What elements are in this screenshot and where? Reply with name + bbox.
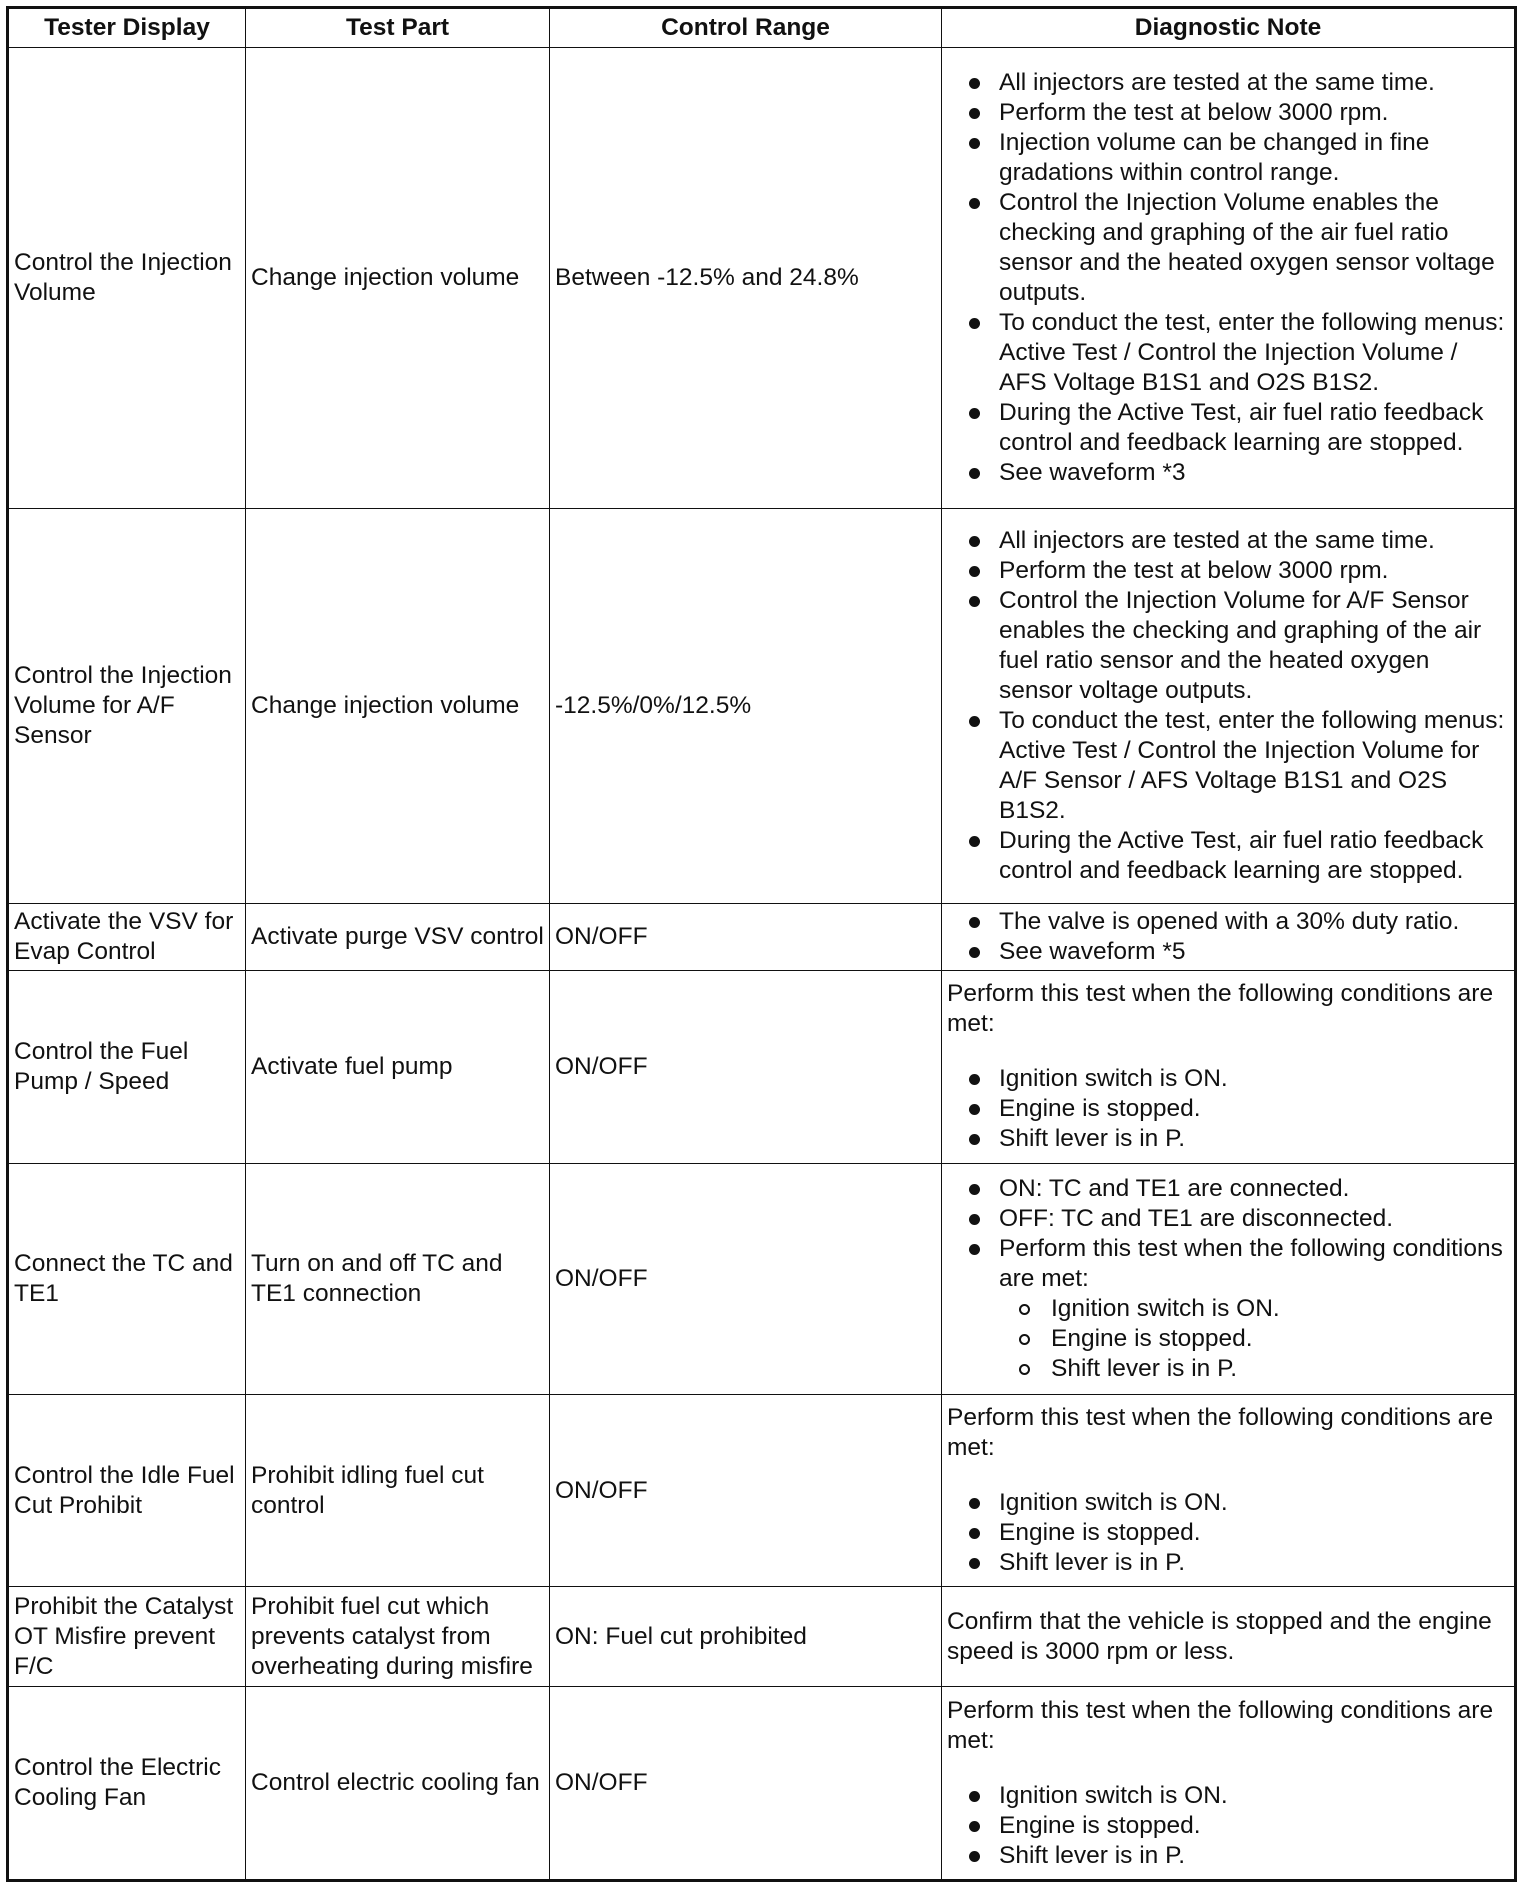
list-item: Injection volume can be changed in fine gradations within control range. — [947, 128, 1509, 188]
header-test-part: Test Part — [246, 8, 550, 48]
test-part-cell: Prohibit fuel cut which prevents catalyst from overheating during misfire — [246, 1587, 550, 1687]
list-item — [947, 1234, 1509, 1384]
list-item: Control the Injection Volume for A/F Sensor enables the checking and graphing of the air fuel ratio sensor and the heated oxygen sensor voltage outputs. — [947, 586, 1509, 706]
header-row — [8, 8, 1516, 48]
sub-list-item: Engine is stopped. — [999, 1324, 1509, 1354]
sub-bullet-list — [999, 1294, 1509, 1384]
list-item: Engine is stopped. — [947, 1518, 1509, 1548]
list-item: See waveform *5 — [947, 937, 1509, 967]
bullet-list — [947, 1488, 1509, 1578]
tester-display-cell: Control the Fuel Pump / Speed — [8, 971, 246, 1164]
list-item: Perform the test at below 3000 rpm. — [947, 98, 1509, 128]
tester-display-cell: Control the Idle Fuel Cut Prohibit — [8, 1394, 246, 1587]
bullet-list — [947, 68, 1509, 488]
list-item: All injectors are tested at the same time. — [947, 68, 1509, 98]
list-item: During the Active Test, air fuel ratio feedback control and feedback learning are stopped. — [947, 398, 1509, 458]
diagnostic-note-cell — [942, 1394, 1516, 1587]
bullet-list — [947, 1781, 1509, 1871]
test-part-cell: Change injection volume — [246, 508, 550, 903]
bullet-list — [947, 1174, 1509, 1384]
tester-display-cell: Prohibit the Catalyst OT Misfire prevent F/C — [8, 1587, 246, 1687]
test-part-cell: Activate fuel pump — [246, 971, 550, 1164]
table-row — [8, 1687, 1516, 1881]
diagnostic-note-cell — [942, 971, 1516, 1164]
table-row — [8, 1394, 1516, 1587]
list-item: ON: TC and TE1 are connected. — [947, 1174, 1509, 1204]
control-range-cell: ON/OFF — [550, 1394, 942, 1587]
control-range-cell: ON: Fuel cut prohibited — [550, 1587, 942, 1687]
control-range-cell: ON/OFF — [550, 971, 942, 1164]
list-item: During the Active Test, air fuel ratio feedback control and feedback learning are stopped. — [947, 826, 1509, 886]
tester-display-cell: Control the Injection Volume for A/F Sensor — [8, 508, 246, 903]
bullet-list — [947, 526, 1509, 886]
control-range-cell: ON/OFF — [550, 1163, 942, 1394]
list-item: Shift lever is in P. — [947, 1548, 1509, 1578]
test-part-cell: Turn on and off TC and TE1 connection — [246, 1163, 550, 1394]
list-item: Ignition switch is ON. — [947, 1781, 1509, 1811]
note-intro: Perform this test when the following conditions are met: — [947, 1696, 1494, 1754]
active-test-table — [6, 6, 1517, 1882]
list-item: Shift lever is in P. — [947, 1124, 1509, 1154]
list-item: Shift lever is in P. — [947, 1841, 1509, 1871]
sub-list-item: Shift lever is in P. — [999, 1354, 1509, 1384]
control-range-cell: ON/OFF — [550, 1687, 942, 1881]
diagnostic-note-cell — [942, 1587, 1516, 1687]
list-item: Ignition switch is ON. — [947, 1064, 1509, 1094]
list-item: Control the Injection Volume enables the checking and graphing of the air fuel ratio sensor and the heated oxygen sensor voltage outputs. — [947, 188, 1509, 308]
control-range-cell: ON/OFF — [550, 904, 942, 971]
diagnostic-note-cell — [942, 508, 1516, 903]
tester-display-cell: Connect the TC and TE1 — [8, 1163, 246, 1394]
list-item: OFF: TC and TE1 are disconnected. — [947, 1204, 1509, 1234]
list-item: The valve is opened with a 30% duty ratio. — [947, 907, 1509, 937]
header-diagnostic-note: Diagnostic Note — [942, 8, 1516, 48]
table-row — [8, 1163, 1516, 1394]
diagnostic-note-cell — [942, 1163, 1516, 1394]
table-row — [8, 508, 1516, 903]
list-item: To conduct the test, enter the following menus: Active Test / Control the Injection Volume / AFS Voltage B1S1 and O2S B1S2. — [947, 308, 1509, 398]
sub-list-item: Ignition switch is ON. — [999, 1294, 1509, 1324]
diagnostic-note-cell — [942, 1687, 1516, 1881]
note-intro: Perform this test when the following conditions are met: — [947, 1404, 1494, 1462]
tester-display-cell: Activate the VSV for Evap Control — [8, 904, 246, 971]
header-tester-display: Tester Display — [8, 8, 246, 48]
diagnostic-note-cell — [942, 904, 1516, 971]
list-item: To conduct the test, enter the following menus: Active Test / Control the Injection Volume for A/F Sensor / AFS Voltage B1S1 and O2S B1S2. — [947, 706, 1509, 826]
test-part-cell: Activate purge VSV control — [246, 904, 550, 971]
diagnostic-note-cell — [942, 48, 1516, 509]
header-control-range: Control Range — [550, 8, 942, 48]
list-item: All injectors are tested at the same time. — [947, 526, 1509, 556]
list-item: Engine is stopped. — [947, 1094, 1509, 1124]
bullet-list — [947, 907, 1509, 967]
table-row — [8, 48, 1516, 509]
test-part-cell: Control electric cooling fan — [246, 1687, 550, 1881]
list-item: Engine is stopped. — [947, 1811, 1509, 1841]
table-row — [8, 904, 1516, 971]
note-intro: Perform this test when the following conditions are met: — [947, 980, 1494, 1038]
table-row — [8, 1587, 1516, 1687]
tester-display-cell: Control the Electric Cooling Fan — [8, 1687, 246, 1881]
list-item-text: Perform this test when the following conditions are met: — [999, 1234, 1503, 1292]
list-item: Perform the test at below 3000 rpm. — [947, 556, 1509, 586]
list-item: See waveform *3 — [947, 458, 1509, 488]
control-range-cell: Between -12.5% and 24.8% — [550, 48, 942, 509]
list-item: Ignition switch is ON. — [947, 1488, 1509, 1518]
control-range-cell: -12.5%/0%/12.5% — [550, 508, 942, 903]
note-text: Confirm that the vehicle is stopped and the engine speed is 3000 rpm or less. — [947, 1607, 1492, 1665]
tester-display-cell: Control the Injection Volume — [8, 48, 246, 509]
bullet-list — [947, 1064, 1509, 1154]
test-part-cell: Prohibit idling fuel cut control — [246, 1394, 550, 1587]
test-part-cell: Change injection volume — [246, 48, 550, 509]
table-row — [8, 971, 1516, 1164]
